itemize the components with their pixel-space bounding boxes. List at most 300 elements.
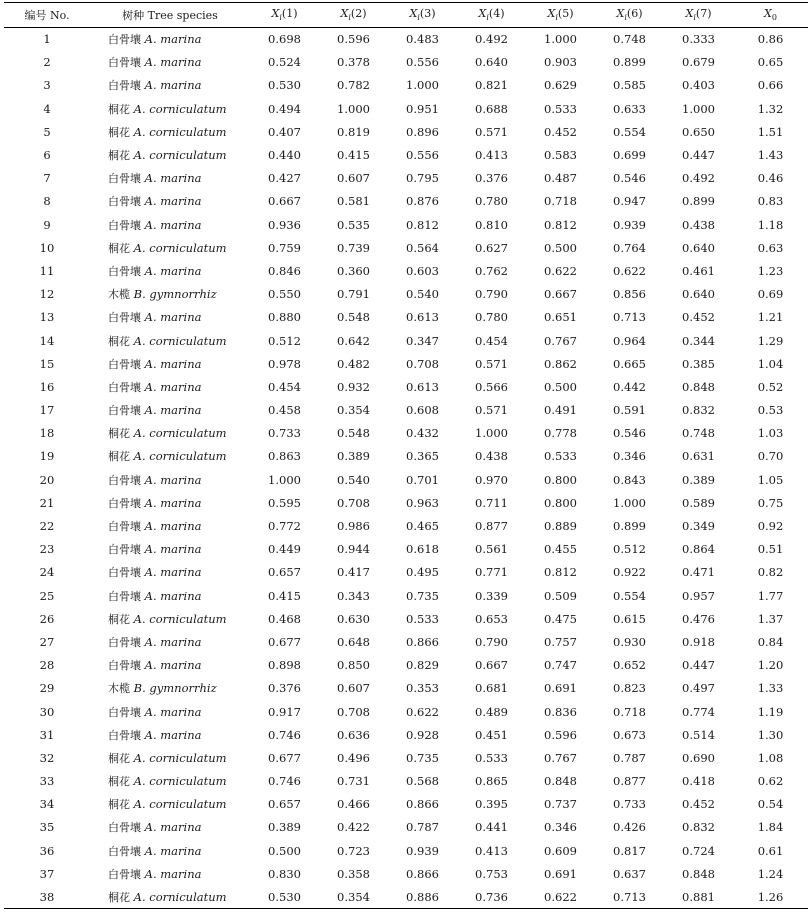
cell-x6: 0.442 (613, 379, 646, 394)
cell-no: 38 (4, 885, 90, 908)
cell-x0: 0.75 (757, 495, 784, 510)
header-x5 (526, 3, 595, 28)
cell-x5: 0.903 (544, 55, 577, 70)
cell-x6: 0.713 (613, 310, 646, 325)
species-chinese-name: 白骨壤 (108, 380, 141, 394)
header-x0 (733, 3, 808, 28)
cell-x4: 0.571 (475, 124, 508, 139)
cell-x5: 0.500 (544, 240, 577, 255)
cell-x5: 0.583 (544, 148, 577, 163)
cell-x7: 0.452 (682, 310, 715, 325)
species-chinese-name: 白骨壤 (108, 728, 141, 742)
table-row (4, 885, 808, 908)
cell-x5: 0.533 (544, 449, 577, 464)
cell-x6: 0.922 (613, 565, 646, 580)
header-x7 (664, 3, 733, 28)
cell-x0: 1.03 (757, 426, 784, 441)
species-chinese-name: 白骨壤 (108, 635, 141, 649)
cell-x3: 0.533 (406, 611, 439, 626)
cell-x6: 0.346 (613, 449, 646, 464)
cell-x4: 0.821 (475, 78, 508, 93)
cell-x6: 0.665 (613, 356, 646, 371)
cell-x1: 0.458 (268, 403, 301, 418)
species-latin-name: A. corniculatum (133, 333, 227, 348)
species-chinese-name: 白骨壤 (108, 705, 141, 719)
header-x-letter: X (547, 7, 556, 21)
cell-x5: 0.812 (544, 565, 577, 580)
cell-x1: 0.512 (268, 333, 301, 348)
species-chinese-name: 桐花 (108, 450, 130, 464)
cell-x6: 0.713 (595, 885, 664, 908)
cell-x4: 0.492 (475, 32, 508, 47)
header-x-arg: (3) (419, 7, 436, 21)
cell-x0: 0.52 (757, 379, 784, 394)
cell-x6: 0.591 (613, 403, 646, 418)
species-chinese-name: 桐花 (108, 102, 130, 116)
species-chinese-name: 桐花 (108, 427, 130, 441)
header-x-arg: (7) (695, 7, 712, 21)
cell-x6: 0.930 (613, 634, 646, 649)
cell-x3: 0.812 (406, 217, 439, 232)
cell-x4: 0.790 (475, 634, 508, 649)
cell-x1: 0.846 (268, 263, 301, 278)
cell-x3: 0.735 (406, 588, 439, 603)
cell-x6: 0.899 (613, 519, 646, 534)
table-row (4, 306, 808, 329)
cell-no: 17 (39, 403, 55, 418)
cell-x0: 1.32 (757, 101, 784, 116)
cell-x3: 0.866 (406, 797, 439, 812)
cell-no: 28 (39, 658, 55, 673)
cell-x5: 0.747 (544, 658, 577, 673)
cell-x3: 0.939 (406, 843, 439, 858)
cell-x0: 1.20 (757, 658, 784, 673)
cell-no: 9 (43, 217, 51, 232)
cell-x3: 0.613 (406, 310, 439, 325)
species-chinese-name: 白骨壤 (108, 311, 141, 325)
cell-x4: 0.667 (475, 658, 508, 673)
cell-species (90, 514, 250, 537)
header-x0-sub: 0 (771, 13, 777, 23)
cell-x2: 0.731 (337, 774, 370, 789)
species-chinese-name: 白骨壤 (108, 79, 141, 93)
table-row (4, 143, 808, 166)
species-chinese-name: 白骨壤 (108, 172, 141, 186)
species-chinese-name: 白骨壤 (108, 218, 141, 232)
table-row (4, 677, 808, 700)
cell-x1: 0.746 (268, 727, 301, 742)
cell-x0: 0.84 (757, 634, 784, 649)
header-x-letter: X (271, 7, 280, 21)
cell-x5: 0.737 (544, 797, 577, 812)
cell-x0: 0.83 (757, 194, 784, 209)
species-chinese-name: 白骨壤 (108, 659, 141, 673)
cell-species (90, 213, 250, 236)
cell-x4: 0.780 (475, 194, 508, 209)
cell-x1: 0.500 (268, 843, 301, 858)
header-x-arg: (5) (557, 7, 574, 21)
cell-x5: 0.718 (544, 194, 577, 209)
cell-x5: 0.609 (544, 843, 577, 858)
cell-x1: 0.595 (268, 495, 301, 510)
cell-x1: 0.468 (268, 611, 301, 626)
cell-x7: 0.344 (682, 333, 715, 348)
cell-x4: 0.413 (475, 148, 508, 163)
cell-x6: 0.877 (613, 774, 646, 789)
cell-x4: 0.711 (475, 495, 508, 510)
cell-x7: 0.447 (682, 658, 715, 673)
cell-x2: 0.708 (337, 495, 370, 510)
cell-x5: 0.862 (544, 356, 577, 371)
cell-x1: 0.389 (268, 820, 301, 835)
cell-x3: 0.465 (406, 519, 439, 534)
cell-x4: 0.395 (475, 797, 508, 812)
cell-x2: 0.819 (337, 124, 370, 139)
data-table (4, 2, 808, 909)
cell-x5: 0.491 (544, 403, 577, 418)
species-chinese-name: 桐花 (108, 612, 130, 626)
cell-x3: 0.556 (406, 55, 439, 70)
cell-no: 36 (39, 843, 55, 858)
cell-x6: 0.512 (613, 542, 646, 557)
species-latin-name: A. marina (144, 820, 202, 835)
cell-x0: 0.54 (757, 797, 784, 812)
cell-no: 26 (39, 611, 55, 626)
cell-no: 19 (39, 449, 55, 464)
cell-x6: 0.546 (613, 426, 646, 441)
cell-species (90, 120, 250, 143)
cell-x4: 0.627 (475, 240, 508, 255)
cell-x0: 1.43 (757, 148, 784, 163)
cell-x1: 0.494 (268, 101, 301, 116)
cell-x0: 1.18 (757, 217, 784, 232)
cell-x7: 0.385 (682, 356, 715, 371)
cell-x3: 0.701 (406, 472, 439, 487)
species-chinese-name: 白骨壤 (108, 844, 141, 858)
cell-x7: 0.418 (682, 774, 715, 789)
cell-no: 13 (39, 310, 55, 325)
table-row (4, 329, 808, 352)
cell-x2: 0.986 (337, 519, 370, 534)
cell-x1: 0.978 (268, 356, 301, 371)
cell-x0: 0.69 (757, 287, 784, 302)
cell-x7: 0.848 (682, 379, 715, 394)
cell-x0: 1.84 (757, 820, 784, 835)
cell-x4: 0.376 (475, 171, 508, 186)
cell-x7: 0.832 (682, 820, 715, 835)
species-latin-name: A. corniculatum (133, 426, 227, 441)
cell-no: 11 (39, 263, 55, 278)
cell-species (90, 885, 250, 908)
table-row (4, 538, 808, 561)
cell-no: 14 (39, 333, 55, 348)
table-row (4, 422, 808, 445)
cell-species (90, 700, 250, 723)
cell-species (90, 190, 250, 213)
cell-x7: 0.640 (682, 240, 715, 255)
cell-species (90, 561, 250, 584)
header-x-arg: (1) (281, 7, 298, 21)
species-latin-name: A. corniculatum (133, 124, 227, 139)
header-row (4, 3, 808, 28)
cell-x2: 0.791 (337, 287, 370, 302)
header-x1 (250, 3, 319, 28)
species-chinese-name: 白骨壤 (108, 496, 141, 510)
cell-species (90, 51, 250, 74)
cell-x7: 0.438 (682, 217, 715, 232)
cell-x3: 0.568 (406, 774, 439, 789)
cell-x1: 0.376 (268, 681, 301, 696)
cell-x3: 0.603 (406, 263, 439, 278)
table-row (4, 561, 808, 584)
header-x-sub: i (417, 13, 420, 23)
cell-x6: 0.947 (613, 194, 646, 209)
cell-x0: 0.82 (757, 565, 784, 580)
cell-species (90, 793, 250, 816)
cell-x2: 0.466 (337, 797, 370, 812)
cell-x0: 0.86 (757, 32, 784, 47)
cell-x5: 0.691 (544, 866, 577, 881)
header-x-sub: i (693, 13, 696, 23)
cell-x4: 0.571 (475, 356, 508, 371)
cell-x3: 0.564 (406, 240, 439, 255)
cell-x0: 0.66 (757, 78, 784, 93)
cell-x5: 0.691 (544, 681, 577, 696)
cell-x6: 0.585 (613, 78, 646, 93)
cell-species (90, 306, 250, 329)
table-row (4, 816, 808, 839)
table-row (4, 51, 808, 74)
cell-x6: 0.554 (613, 588, 646, 603)
cell-x6: 0.652 (613, 658, 646, 673)
cell-x4: 0.877 (475, 519, 508, 534)
species-latin-name: A. marina (144, 171, 202, 186)
species-latin-name: A. marina (144, 843, 202, 858)
species-chinese-name: 白骨壤 (108, 589, 141, 603)
table-row (4, 74, 808, 97)
header-x-letter: X (685, 7, 694, 21)
cell-x4: 0.653 (475, 611, 508, 626)
cell-no: 2 (43, 55, 51, 70)
cell-x4: 0.970 (475, 472, 508, 487)
species-latin-name: A. marina (144, 194, 202, 209)
cell-x3: 0.876 (406, 194, 439, 209)
cell-x4: 1.000 (475, 426, 508, 441)
cell-x2: 0.630 (337, 611, 370, 626)
cell-no: 18 (39, 426, 55, 441)
cell-no: 1 (43, 32, 51, 47)
cell-x5: 0.455 (544, 542, 577, 557)
cell-x4: 0.454 (475, 333, 508, 348)
cell-x0: 1.23 (757, 263, 784, 278)
cell-no: 6 (43, 148, 51, 163)
cell-x4: 0.571 (475, 403, 508, 418)
cell-x4: 0.566 (475, 379, 508, 394)
cell-x5: 0.836 (544, 704, 577, 719)
species-latin-name: A. corniculatum (133, 750, 227, 765)
header-x-sub: i (348, 13, 351, 23)
cell-x6: 0.673 (613, 727, 646, 742)
cell-x7: 0.832 (682, 403, 715, 418)
table-row (4, 445, 808, 468)
cell-x2: 0.415 (337, 148, 370, 163)
cell-species (90, 143, 250, 166)
species-latin-name: A. corniculatum (133, 774, 227, 789)
cell-x4: 0.762 (475, 263, 508, 278)
cell-x5: 0.889 (544, 519, 577, 534)
table-row (4, 28, 808, 51)
cell-species (90, 468, 250, 491)
cell-x2: 0.932 (337, 379, 370, 394)
cell-x2: 1.000 (337, 101, 370, 116)
cell-species (90, 97, 250, 120)
species-latin-name: A. marina (144, 588, 202, 603)
cell-x6: 0.546 (613, 171, 646, 186)
cell-x3: 0.353 (406, 681, 439, 696)
species-latin-name: A. marina (144, 866, 202, 881)
cell-x1: 0.440 (268, 148, 301, 163)
cell-x5: 0.509 (544, 588, 577, 603)
species-latin-name: B. gymnorrhiz (133, 287, 217, 302)
cell-x7: 0.640 (682, 287, 715, 302)
cell-species (90, 259, 250, 282)
cell-x2: 0.540 (337, 472, 370, 487)
cell-x6: 0.939 (613, 217, 646, 232)
cell-x6: 1.000 (613, 495, 646, 510)
cell-x3: 0.495 (406, 565, 439, 580)
cell-x1: 0.863 (268, 449, 301, 464)
cell-no: 20 (39, 472, 55, 487)
cell-x6: 0.748 (613, 32, 646, 47)
cell-x2: 0.482 (337, 356, 370, 371)
cell-x1: 0.733 (268, 426, 301, 441)
cell-x3: 0.795 (406, 171, 439, 186)
species-chinese-name: 白骨壤 (108, 821, 141, 835)
cell-x7: 0.774 (682, 704, 715, 719)
cell-x7: 0.461 (682, 263, 715, 278)
cell-x0: 1.33 (757, 681, 784, 696)
cell-x5: 0.622 (544, 263, 577, 278)
species-latin-name: A. corniculatum (133, 797, 227, 812)
cell-x6: 0.718 (613, 704, 646, 719)
cell-x1: 0.936 (268, 217, 301, 232)
cell-x1: 0.772 (268, 519, 301, 534)
cell-x0: 1.21 (757, 310, 784, 325)
cell-x0: 0.63 (757, 240, 784, 255)
cell-x7: 0.690 (682, 750, 715, 765)
table-row (4, 167, 808, 190)
cell-x4: 0.810 (475, 217, 508, 232)
cell-x6: 0.633 (613, 101, 646, 116)
header-x-letter: X (616, 7, 625, 21)
species-latin-name: A. marina (144, 32, 202, 47)
header-x-sub: i (279, 13, 282, 23)
table-row (4, 120, 808, 143)
cell-no: 7 (43, 171, 51, 186)
cell-x2: 0.642 (337, 333, 370, 348)
species-chinese-name: 木榄 (108, 682, 130, 696)
table-row (4, 259, 808, 282)
cell-x1: 0.917 (268, 704, 301, 719)
cell-x0: 0.62 (757, 774, 784, 789)
cell-no: 21 (39, 495, 55, 510)
cell-x6: 0.964 (613, 333, 646, 348)
cell-x6: 0.843 (613, 472, 646, 487)
cell-x5: 0.500 (544, 379, 577, 394)
cell-x3: 0.365 (406, 449, 439, 464)
cell-x6: 0.733 (613, 797, 646, 812)
cell-x4: 0.736 (457, 885, 526, 908)
cell-x3: 0.708 (406, 356, 439, 371)
cell-x0: 0.53 (757, 403, 784, 418)
cell-x7: 0.679 (682, 55, 715, 70)
species-latin-name: A. corniculatum (133, 148, 227, 163)
cell-no: 23 (39, 542, 55, 557)
cell-species (90, 375, 250, 398)
header-no: 编号 No. (4, 3, 90, 28)
species-latin-name: A. marina (144, 217, 202, 232)
species-latin-name: A. marina (144, 495, 202, 510)
cell-species (90, 630, 250, 653)
cell-x4: 0.441 (475, 820, 508, 835)
cell-x7: 1.000 (682, 101, 715, 116)
cell-x6: 0.856 (613, 287, 646, 302)
cell-x4: 0.780 (475, 310, 508, 325)
cell-x5: 0.778 (544, 426, 577, 441)
cell-x2: 0.343 (337, 588, 370, 603)
table-row (4, 352, 808, 375)
cell-x2: 0.496 (337, 750, 370, 765)
cell-x3: 0.556 (406, 148, 439, 163)
cell-x3: 0.540 (406, 287, 439, 302)
cell-x1: 0.677 (268, 634, 301, 649)
cell-x0: 1.29 (757, 333, 784, 348)
cell-x0: 0.70 (757, 449, 784, 464)
species-latin-name: A. marina (144, 356, 202, 371)
cell-x1: 0.746 (268, 774, 301, 789)
cell-x4: 0.771 (475, 565, 508, 580)
cell-x2: 0.535 (337, 217, 370, 232)
cell-x2: 0.581 (337, 194, 370, 209)
header-x-arg: (2) (350, 7, 367, 21)
table-row (4, 375, 808, 398)
cell-x5: 0.767 (544, 750, 577, 765)
table-row (4, 793, 808, 816)
cell-x1: 0.415 (268, 588, 301, 603)
cell-x3: 0.866 (406, 634, 439, 649)
cell-x7: 0.389 (682, 472, 715, 487)
species-chinese-name: 白骨壤 (108, 264, 141, 278)
cell-x5: 0.767 (544, 333, 577, 348)
cell-no: 10 (39, 240, 55, 255)
cell-x6: 0.699 (613, 148, 646, 163)
species-latin-name: A. marina (144, 263, 202, 278)
header-x3 (388, 3, 457, 28)
species-chinese-name: 白骨壤 (108, 195, 141, 209)
cell-x3: 0.951 (406, 101, 439, 116)
table-row (4, 399, 808, 422)
species-latin-name: A. marina (144, 542, 202, 557)
cell-x1: 0.550 (268, 287, 301, 302)
cell-x3: 0.622 (406, 704, 439, 719)
cell-species (90, 422, 250, 445)
species-latin-name: A. corniculatum (133, 449, 227, 464)
species-chinese-name: 桐花 (108, 775, 130, 789)
cell-x7: 0.452 (682, 797, 715, 812)
species-latin-name: A. marina (144, 55, 202, 70)
cell-x1: 0.427 (268, 171, 301, 186)
cell-x1: 1.000 (268, 472, 301, 487)
